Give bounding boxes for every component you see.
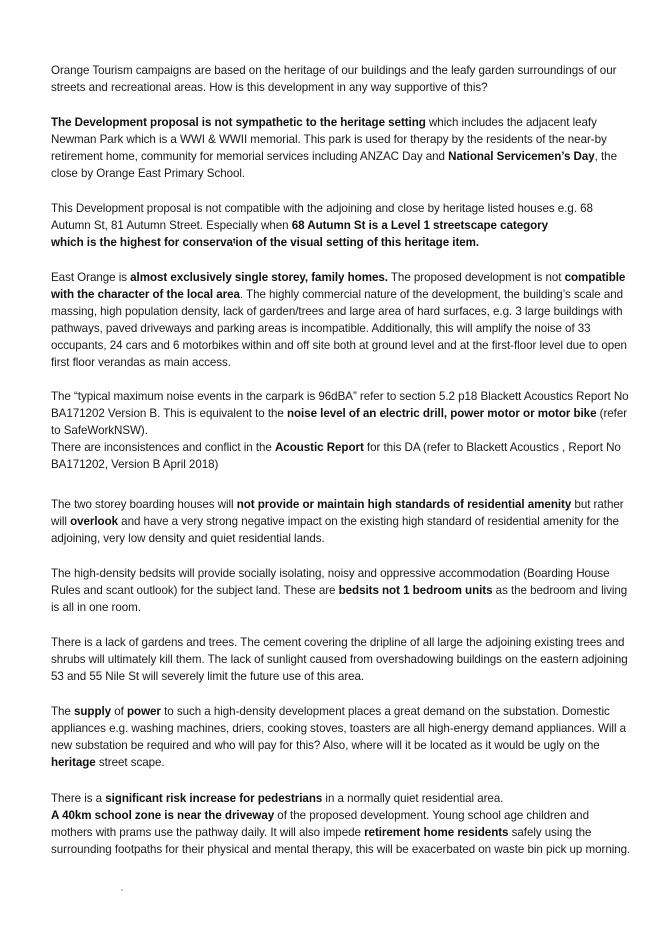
text-run: which includes the adjacent leafy Newman Park which is a WWI & WWII memorial. This park is used for therapy by the residents of the near-by retirement home, community for memorial services including ANZAC Day and — [51, 116, 607, 163]
bold-text-run: Acoustic Report — [274, 441, 364, 454]
text-run: East Orange is — [51, 271, 131, 284]
bold-text-run: compatible with the character of the local area — [51, 271, 626, 301]
bold-text-run: bedsits not 1 bedroom units — [338, 584, 493, 597]
text-run: This Development proposal is not compatible with the adjoining and close by heritage listed houses e.g. 68 Autumn St, 81 Autumn Street. Especially when — [51, 202, 593, 232]
scan-speck — [121, 889, 123, 891]
paragraph-power-supply — [51, 703, 631, 771]
bold-text-run: overlook — [70, 515, 119, 528]
text-run: There is a lack of gardens and trees. The cement covering the dripline of all large the adjoining existing trees and shrubs will ultimately kill them. The lack of sunlight caused from overshadowing buildings on the eastern adjoining 53 and 55 Nile St will severely limit the future use of this area. — [51, 636, 628, 683]
text-run: and have a very strong negative impact on the existing high standard of residential amenity for the adjoining, very low density and quiet residential lands. — [51, 515, 619, 545]
text-run: There is a — [51, 792, 106, 805]
bold-text-run: significant risk increase for pedestrians — [105, 792, 323, 805]
text-run: as the bedroom and living is all in one room. — [51, 584, 628, 614]
text-run: There are inconsistences and conflict in the — [51, 441, 275, 454]
text-run: street scape. — [95, 756, 165, 769]
paragraph-amenity — [51, 496, 631, 547]
text-run: The two storey boarding houses will — [51, 498, 237, 511]
text-run: . The highly commercial nature of the development, the building’s scale and massing, high population density, lack of garden/trees and large area of hard surfaces, e.g. 3 large buildings with pathways, paved driveways and parking areas is incompatible. Additionally, this will amplify the noise of 33 occupants, 24 cars and 6 motorbikes within and off site both at ground level and at the first-floor level due to open first floor verandas as main access. — [51, 288, 627, 369]
text-run: to such a high-density development places a great demand on the substation. Domestic appliances e.g. washing machines, driers, cooking stoves, toasters are all high-energy demand appliances. Will a new substation be required and who will pay for this? Also, where will it be located as it would be ugly on the — [51, 705, 627, 752]
text-run: (refer to SafeWorkNSW). — [51, 407, 628, 437]
text-run: The — [51, 705, 74, 718]
text-run: The high-density bedsits will provide socially isolating, noisy and oppressive accommodation (Boarding House Rules and scant outlook) for the subject land. These are — [51, 567, 610, 597]
text-run: The “typical maximum noise events in the carpark is 96dBA” refer to section 5.2 p18 Blackett Acoustics Report No BA171202 Version B. This is equivalent to the — [51, 390, 629, 420]
text-run: but rather will — [51, 498, 624, 528]
bold-text-run: National Servicemen’s Day — [448, 150, 595, 163]
bold-text-run: power — [127, 705, 161, 718]
text-run: Orange Tourism campaigns are based on the heritage of our buildings and the leafy garden surroundings of our streets and recreational areas. How is this development in any way supportive of this? — [51, 64, 617, 94]
bold-text-run: heritage — [51, 756, 96, 769]
bold-text-run: A 40km school zone is near the driveway — [51, 809, 275, 822]
bold-text-run: which is the highest for conservaᵗion of the visual setting of this heritage item. — [51, 236, 480, 249]
bold-text-run: The Development proposal is not sympathetic to the heritage setting — [51, 116, 426, 129]
bold-text-run: 68 Autumn St is a Level 1 streetscape category — [291, 219, 549, 232]
text-run: of — [111, 705, 127, 718]
paragraph-tourism — [51, 62, 631, 96]
paragraph-pedestrians — [51, 790, 631, 858]
paragraph-gardens-trees — [51, 634, 631, 685]
text-run: in a normally quiet residential area. — [322, 792, 504, 805]
paragraph-bedsits — [51, 565, 631, 616]
bold-text-run: noise level of an electric drill, power motor or motor bike — [286, 407, 597, 420]
text-run: of the proposed development. Young school age children and mothers with prams use the pathway daily. It will also impede — [51, 809, 589, 839]
text-run: , the close by Orange East Primary School. — [51, 150, 617, 180]
text-run: safely using the surrounding footpaths for their physical and mental therapy, this will be exacerbated on waste bin pick up morning. — [51, 826, 631, 856]
text-run: for this DA (refer to Blackett Acoustics , Report No BA171202, Version B April 2018) — [51, 441, 621, 471]
bold-text-run: retirement home residents — [364, 826, 509, 839]
bold-text-run: not provide or maintain high standards of residential amenity — [236, 498, 572, 511]
bold-text-run: almost exclusively single storey, family homes. — [130, 271, 388, 284]
paragraph-noise — [51, 388, 631, 473]
paragraph-heritage-houses — [51, 200, 631, 251]
paragraph-heritage-setting — [51, 114, 631, 182]
bold-text-run: supply — [74, 705, 112, 718]
text-run: The proposed development is not — [387, 271, 565, 284]
paragraph-local-character — [51, 269, 631, 371]
